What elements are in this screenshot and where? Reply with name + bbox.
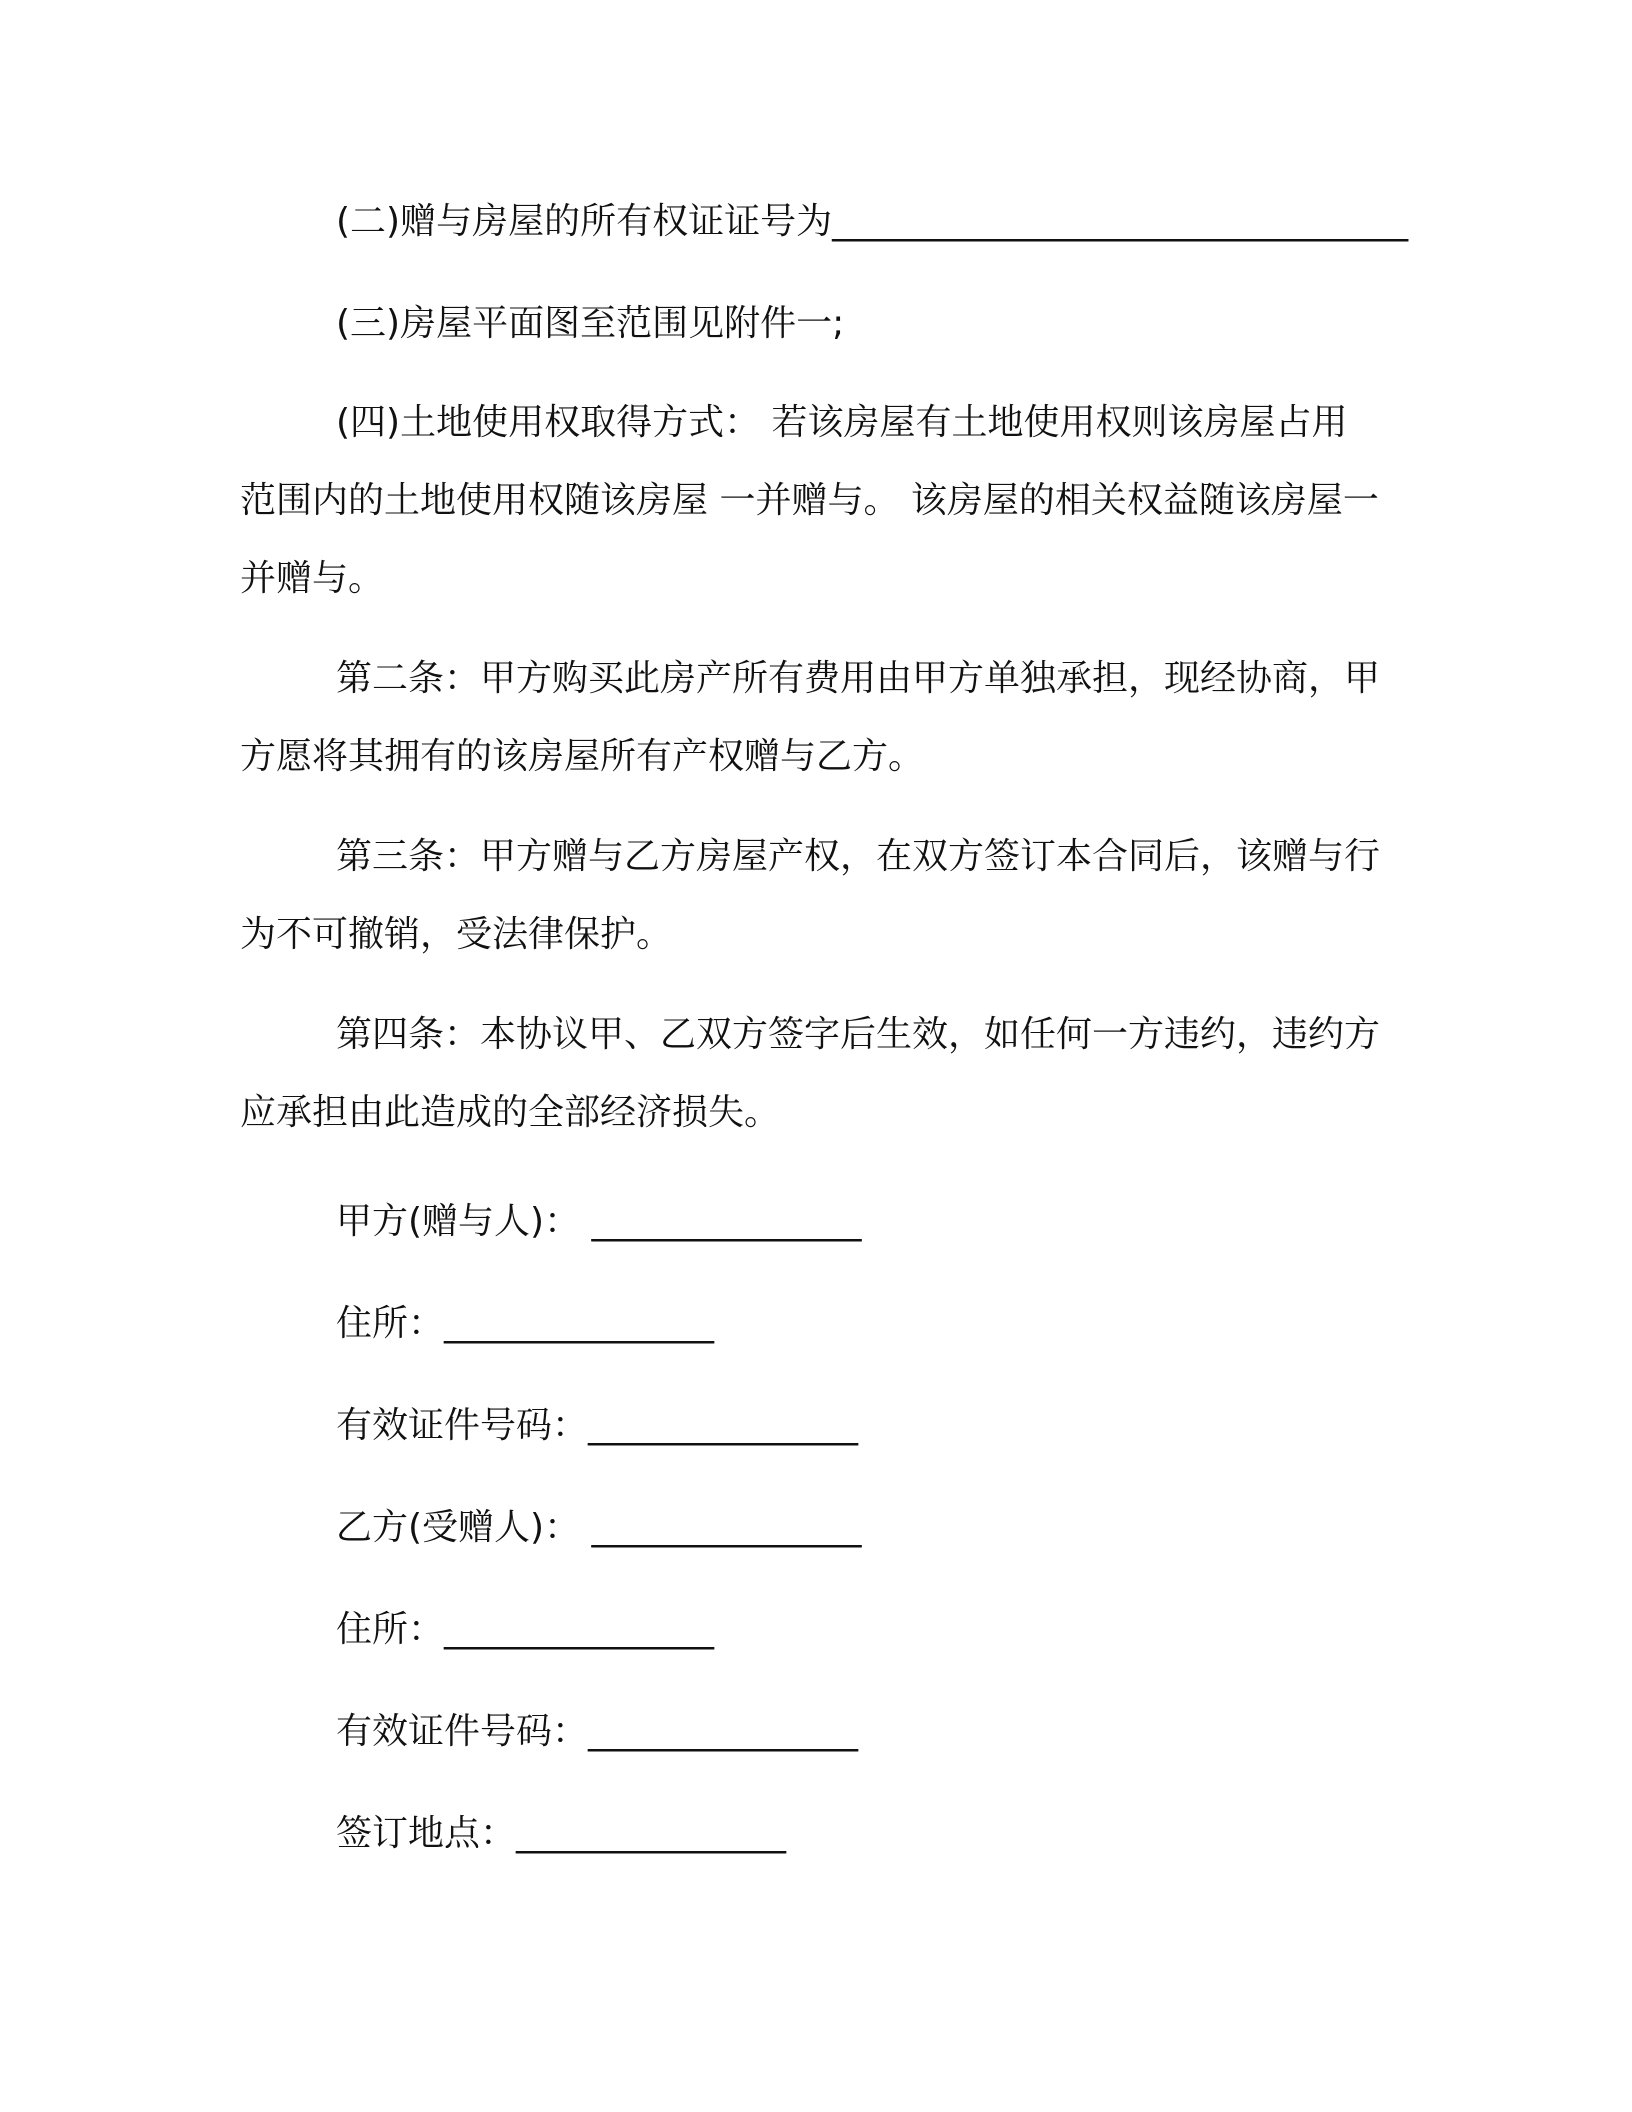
signing-location-field: 签订地点：_______________ <box>336 1813 787 1854</box>
clause-floor-plan: (三)房屋平面图至范围见附件一; <box>336 303 845 344</box>
party-a-address-field: 住所：_______________ <box>336 1303 715 1344</box>
article-four: 第四条：本协议甲、乙双方签字后生效，如任何一方违约，违约方应承担由此造成的全部经济损失。 <box>240 1014 1381 1133</box>
clause-certificate-number: (二)赠与房屋的所有权证证号为________________________________ <box>336 201 1409 242</box>
party-a-id-number-field: 有效证件号码：_______________ <box>336 1405 859 1446</box>
party-a-donor-field: 甲方(赠与人)： _______________ <box>336 1201 862 1242</box>
article-three: 第三条：甲方赠与乙方房屋产权，在双方签订本合同后，该赠与行为不可撤销，受法律保护。 <box>240 836 1381 955</box>
party-b-address-field: 住所：_______________ <box>336 1609 715 1650</box>
article-two: 第二条：甲方购买此房产所有费用由甲方单独承担，现经协商，甲方愿将其拥有的该房屋所有产权赠与乙方。 <box>240 658 1381 777</box>
party-b-id-number-field: 有效证件号码：_______________ <box>336 1711 859 1752</box>
party-b-donee-field: 乙方(受赠人)： _______________ <box>336 1507 862 1548</box>
clause-land-use-rights: (四)土地使用权取得方式： 若该房屋有土地使用权则该房屋占用范围内的土地使用权随该房屋 一并赠与。 该房屋的相关权益随该房屋一并赠与。 <box>240 402 1379 599</box>
